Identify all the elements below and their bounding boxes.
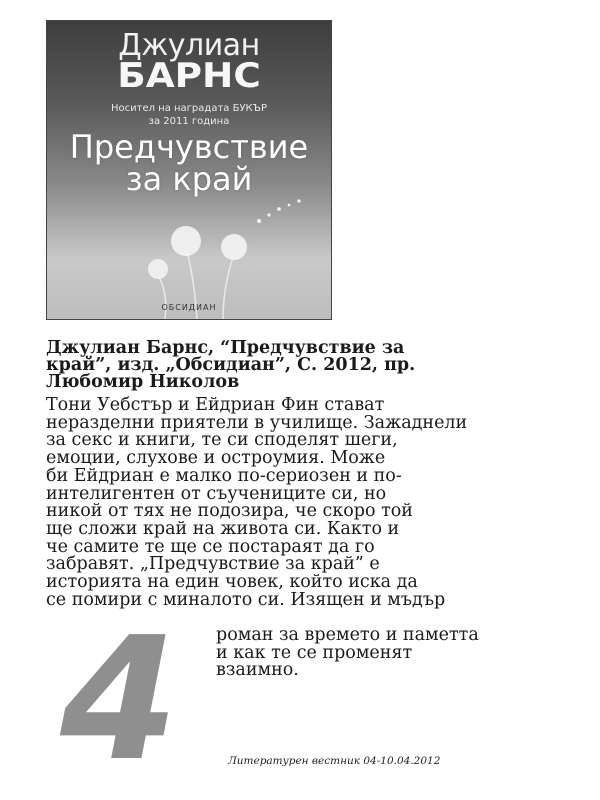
- cover-title: [47, 128, 331, 198]
- body-line: ще сложи край на живота си. Както и: [46, 518, 400, 539]
- cover-author-last-name: БАРНС: [117, 56, 261, 96]
- cover-award-note: [47, 103, 331, 128]
- book-cover: [46, 20, 332, 320]
- headline-line: Джулиан Барнс, “Предчувствие за: [46, 338, 405, 358]
- body-line: за секс и книги, те си споделят шеги,: [46, 430, 398, 451]
- body-line: взаимно.: [216, 660, 299, 681]
- headline-line: край”, изд. „Обсидиан”, С. 2012, пр.: [46, 355, 416, 375]
- cover-title-line: Предчувствие: [69, 128, 309, 166]
- body-line: неразделни приятели в училище. Зажаднели: [46, 412, 468, 433]
- body-line: забравят. „Предчувствие за край” е: [46, 554, 380, 575]
- body-line: интелигентен от съучениците си, но: [46, 483, 387, 504]
- headline-line: Любомир Николов: [46, 372, 240, 392]
- body-line: и как те се променят: [216, 642, 413, 663]
- cover-author-first-name: Джулиан: [118, 28, 260, 63]
- body-line: емоции, слухове и остроумия. Може: [46, 448, 386, 469]
- review-body: [46, 397, 600, 609]
- body-line: се помири с миналото си. Изящен и мъдър: [46, 589, 446, 610]
- source-citation: Литературен вестник 04-10.04.2012: [228, 755, 441, 767]
- body-line: че самите те ще се постараят да го: [46, 536, 375, 557]
- body-line: Тони Уебстър и Ейдриан Фин стават: [46, 395, 385, 415]
- cover-publisher: ОБСИДИАН: [161, 303, 217, 312]
- review-body-continued: [216, 627, 596, 680]
- cover-title-line: за край: [125, 160, 253, 198]
- cover-award-line: Носител на наградата БУКЪР: [110, 103, 267, 114]
- body-line: никой от тях не подозира, че скоро той: [46, 501, 413, 522]
- review-headline: [46, 340, 546, 391]
- body-line: роман за времето и паметта: [216, 625, 479, 645]
- cover-award-line: за 2011 година: [148, 115, 230, 127]
- rank-number: 4: [60, 601, 179, 799]
- body-line: историята на един човек, който иска да: [46, 572, 418, 593]
- body-line: би Ейдриан е малко по-сериозен и по-: [46, 465, 402, 486]
- dandelion-illustration: [47, 191, 331, 319]
